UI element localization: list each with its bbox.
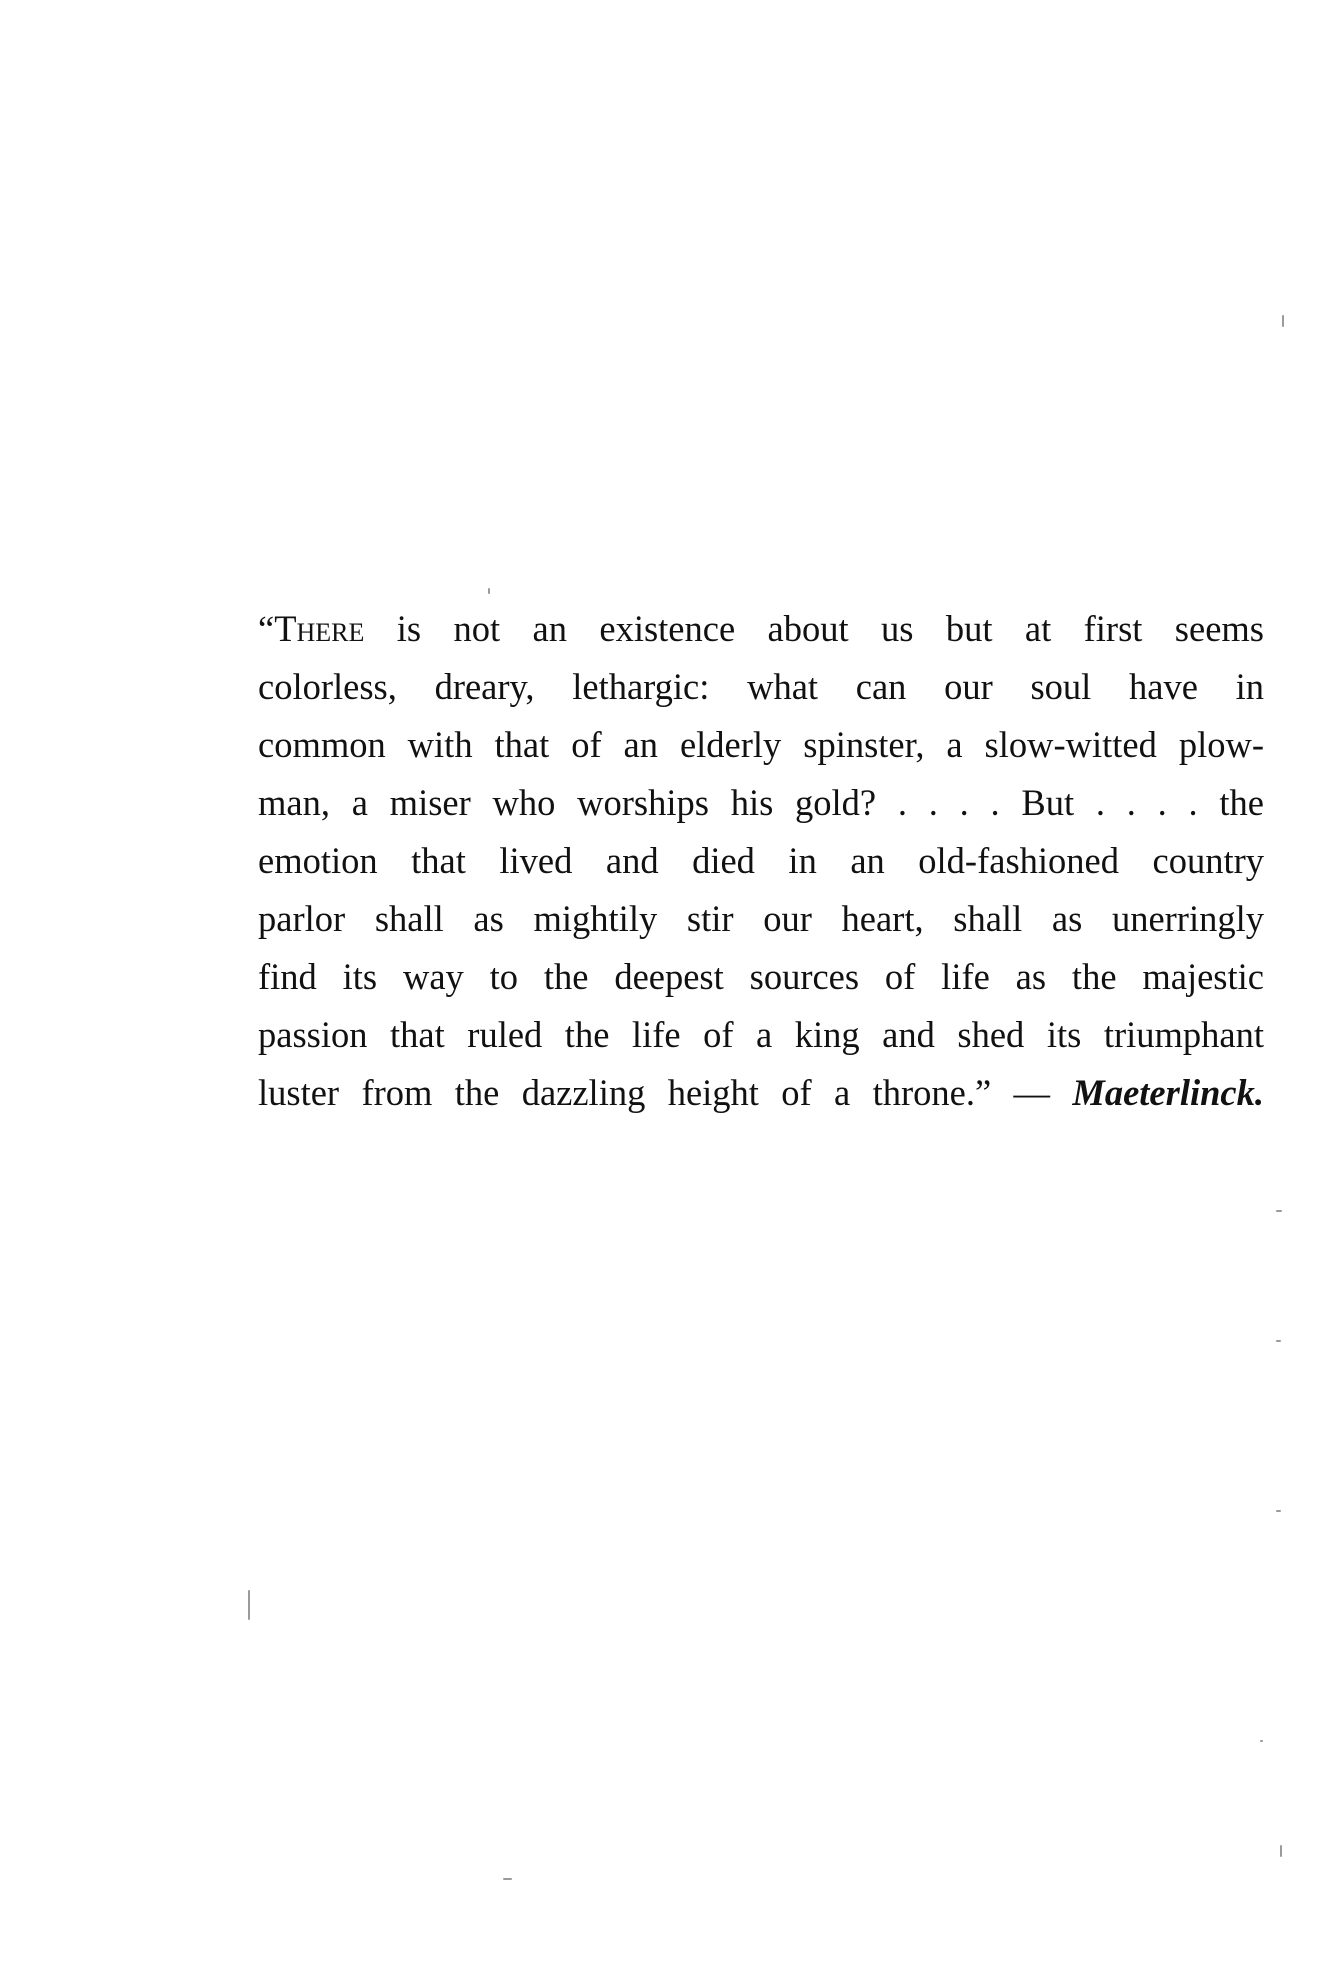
- quote-line-6: parlor shall as mightily stir our heart, shall as unerringly: [258, 898, 1264, 939]
- scan-speck: [1282, 315, 1284, 327]
- attribution-dash: —: [991, 1072, 1073, 1113]
- quote-attribution: Maeterlinck.: [1072, 1072, 1264, 1113]
- quote-line-1-text: is not an existence about us but at first seems: [364, 608, 1264, 649]
- scan-speck: [1280, 1845, 1282, 1857]
- scan-speck: [1276, 1340, 1281, 1342]
- quote-line-2: colorless, dreary, lethargic: what can our soul have in: [258, 666, 1264, 707]
- scan-speck: [1260, 1740, 1263, 1742]
- scan-speck: [488, 588, 490, 594]
- quote-line-9-text: luster from the dazzling height of a throne.”: [258, 1072, 992, 1113]
- scan-speck: [503, 1878, 512, 1880]
- scan-speck: [1276, 1210, 1282, 1212]
- quote-line-8: passion that ruled the life of a king and shed its triumphant: [258, 1014, 1264, 1055]
- scan-speck: [1276, 1510, 1281, 1512]
- scan-speck: [248, 1590, 250, 1620]
- quote-line-7: find its way to the deepest sources of life as the majestic: [258, 956, 1264, 997]
- quote-line-9: [258, 1064, 1264, 1122]
- opening-quote-mark: “: [258, 608, 275, 649]
- quote-line-1: [258, 600, 1264, 658]
- quote-first-word: There: [274, 608, 365, 649]
- quote-line-3: common with that of an elderly spinster, a slow-witted plow-: [258, 724, 1264, 765]
- quote-line-5: emotion that lived and died in an old-fashioned country: [258, 840, 1264, 881]
- quote-line-4: man, a miser who worships his gold? . . . . But . . . . the: [258, 782, 1264, 823]
- epigraph-quote: [258, 600, 1264, 1122]
